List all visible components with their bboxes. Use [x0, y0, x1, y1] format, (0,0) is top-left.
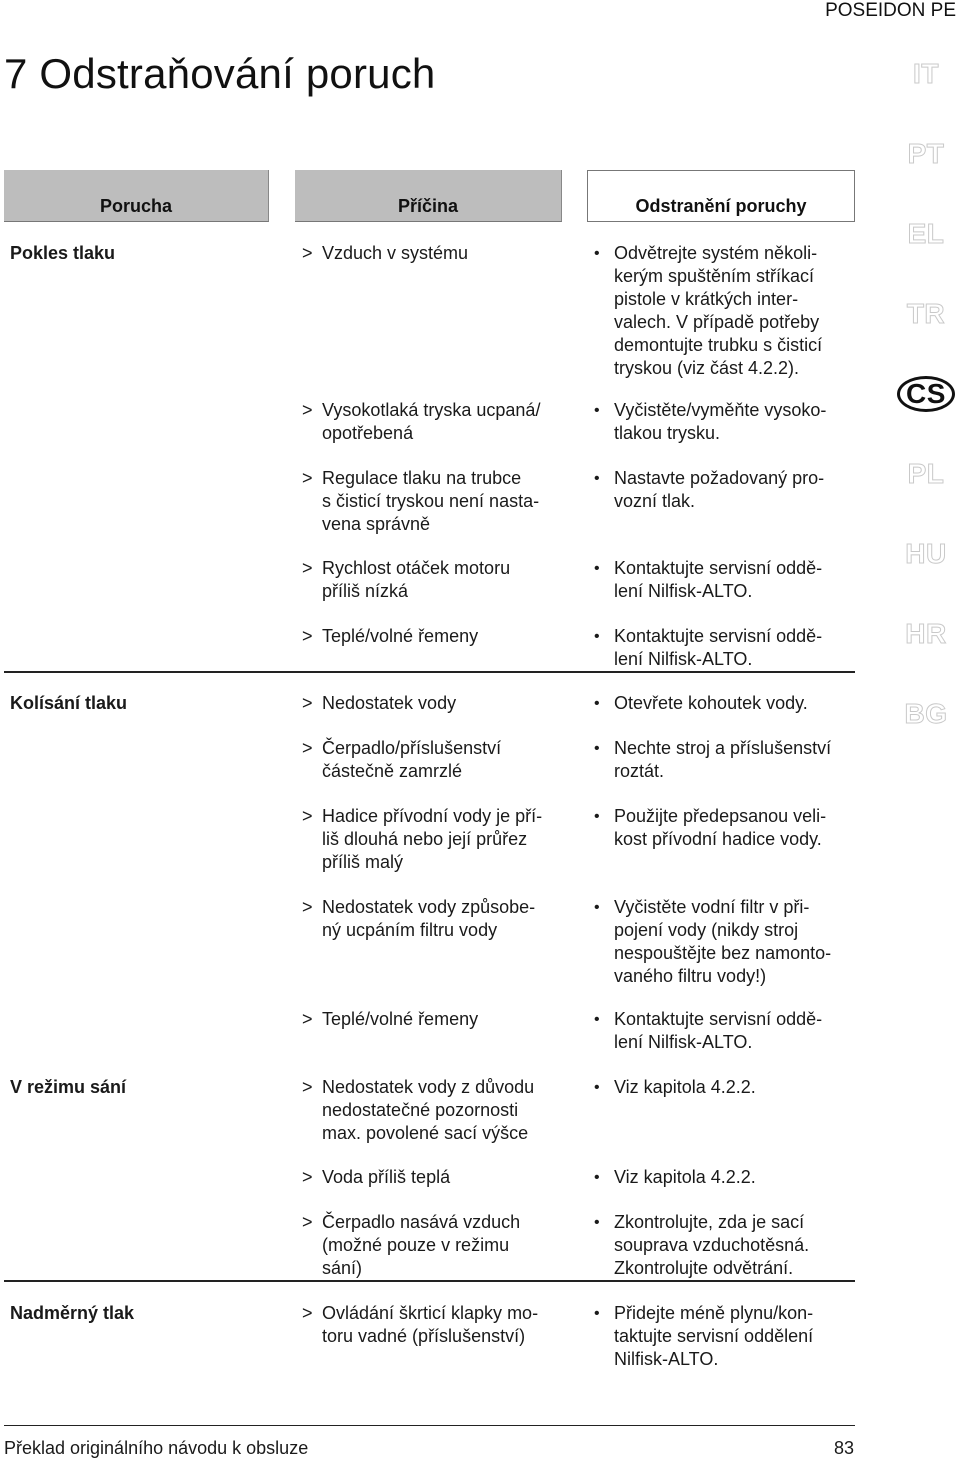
- language-tab-tr[interactable]: [890, 298, 960, 330]
- language-tab-pl[interactable]: [890, 458, 960, 490]
- language-tab-label: TR: [906, 298, 946, 329]
- cause-item: [302, 1166, 450, 1189]
- remedy-text-line: Zkontrolujte odvětrání.: [614, 1258, 794, 1278]
- remedy-text-line: Kontaktujte servisní oddě-: [614, 626, 823, 646]
- remedy-text-line: souprava vzduchotěsná.: [614, 1235, 810, 1255]
- bullet-icon: •: [594, 899, 600, 916]
- cause-item: [302, 1211, 520, 1280]
- remedy-text-line: Vyčistěte/vyměňte vysoko-: [614, 400, 827, 420]
- cause-text-line: Nedostatek vody: [322, 693, 457, 713]
- remedy-text-line: Zkontrolujte, zda je sací: [614, 1212, 805, 1232]
- remedy-item: [594, 625, 822, 671]
- cause-marker: >: [302, 738, 313, 758]
- language-tab-hu[interactable]: [890, 538, 960, 570]
- remedy-text-line: pistole v krátkých inter-: [614, 289, 799, 309]
- cause-marker: >: [302, 243, 313, 263]
- cause-marker: >: [302, 806, 313, 826]
- remedy-text-line: Vyčistěte vodní filtr v při-: [614, 897, 810, 917]
- remedy-text-line: tlakou trysku.: [614, 423, 721, 443]
- remedy-text-line: tryskou (viz část 4.2.2).: [614, 358, 800, 378]
- fault-category: Nadměrný tlak: [10, 1303, 135, 1323]
- cause-text-line: Vysokotlaká tryska ucpaná/: [322, 400, 541, 420]
- cause-text-line: částečně zamrzlé: [322, 761, 463, 781]
- remedy-item: [594, 242, 822, 380]
- bullet-icon: •: [594, 1011, 600, 1028]
- footer-text: Překlad originálního návodu k obsluze: [4, 1438, 309, 1458]
- cause-text-line: příliš malý: [322, 852, 404, 872]
- language-tab-label: PT: [907, 138, 945, 169]
- language-tab-label: PL: [907, 458, 945, 489]
- remedy-text-line: vaného filtru vody!): [614, 966, 767, 986]
- cause-text-line: ný ucpáním filtru vody: [322, 920, 498, 940]
- bullet-icon: •: [594, 695, 600, 712]
- bullet-icon: •: [594, 628, 600, 645]
- cause-marker: >: [302, 897, 313, 917]
- cause-text-line: sání): [322, 1258, 363, 1278]
- remedy-text-line: kerým spuštěním stříkací: [614, 266, 815, 286]
- remedy-item: [594, 692, 808, 715]
- section-divider: [4, 1280, 855, 1282]
- remedy-item: [594, 896, 831, 988]
- brand-label: POSEIDON PE: [825, 0, 956, 21]
- bullet-icon: •: [594, 470, 600, 487]
- remedy-text-line: vozní tlak.: [614, 491, 696, 511]
- cause-text-line: vena správně: [322, 514, 431, 534]
- remedy-item: [594, 399, 826, 445]
- remedy-text-line: pojení vody (nikdy stroj: [614, 920, 799, 940]
- cause-text-line: opotřebená: [322, 423, 414, 443]
- remedy-item: [594, 805, 826, 851]
- bullet-icon: •: [594, 1305, 600, 1322]
- cause-item: [302, 737, 501, 783]
- remedy-item: [594, 1076, 756, 1099]
- cause-text-line: liš dlouhá nebo její průřez: [322, 829, 528, 849]
- remedy-text-line: lení Nilfisk-ALTO.: [614, 649, 753, 669]
- remedy-text-line: Nastavte požadovaný pro-: [614, 468, 825, 488]
- cause-marker: >: [302, 1303, 313, 1323]
- cause-text-line: nedostatečné pozornosti: [322, 1100, 519, 1120]
- language-tab-pt[interactable]: [890, 138, 960, 170]
- cause-marker: >: [302, 626, 313, 646]
- cause-marker: >: [302, 558, 313, 578]
- bullet-icon: •: [594, 1079, 600, 1096]
- cause-marker: >: [302, 400, 313, 420]
- remedy-text-line: lení Nilfisk-ALTO.: [614, 1032, 753, 1052]
- language-tab-it[interactable]: [890, 58, 960, 90]
- remedy-text-line: lení Nilfisk-ALTO.: [614, 581, 753, 601]
- remedy-item: [594, 1211, 809, 1280]
- remedy-item: [594, 1302, 813, 1371]
- cause-marker: >: [302, 1212, 313, 1232]
- language-tab-label: BG: [904, 698, 948, 729]
- language-tab-cs[interactable]: [890, 376, 960, 412]
- cause-item: [302, 625, 478, 648]
- cause-marker: >: [302, 1077, 313, 1097]
- language-tab-label: EL: [907, 218, 945, 249]
- cause-text-line: s čisticí tryskou není nasta-: [322, 491, 540, 511]
- language-tab-bg[interactable]: [890, 698, 960, 730]
- cause-text-line: (možné pouze v režimu: [322, 1235, 510, 1255]
- remedy-text-line: Odvětrejte systém několi-: [614, 243, 818, 263]
- fault-category: Pokles tlaku: [10, 243, 116, 263]
- cause-item: [302, 467, 539, 536]
- remedy-text-line: valech. V případě potřeby: [614, 312, 820, 332]
- bullet-icon: •: [594, 1169, 600, 1186]
- cause-item: [302, 557, 510, 603]
- cause-text-line: toru vadné (příslušenství): [322, 1326, 526, 1346]
- cause-item: [302, 805, 542, 874]
- language-tab-label: CS: [897, 376, 955, 412]
- cause-item: [302, 1302, 538, 1348]
- cause-text-line: Regulace tlaku na trubce: [322, 468, 522, 488]
- cause-text-line: Vzduch v systému: [322, 243, 469, 263]
- bullet-icon: •: [594, 245, 600, 262]
- language-tab-label: IT: [913, 58, 939, 89]
- remedy-text-line: taktujte servisní oddělení: [614, 1326, 814, 1346]
- cause-text-line: Teplé/volné řemeny: [322, 626, 479, 646]
- cause-marker: >: [302, 468, 313, 488]
- remedy-text-line: Viz kapitola 4.2.2.: [614, 1167, 756, 1187]
- cause-item: [302, 1008, 478, 1031]
- bullet-icon: •: [594, 402, 600, 419]
- cause-text-line: Voda příliš teplá: [322, 1167, 451, 1187]
- cause-marker: >: [302, 1167, 313, 1187]
- remedy-text-line: Kontaktujte servisní oddě-: [614, 1009, 823, 1029]
- language-tab-label: HR: [905, 618, 947, 649]
- fault-category: Kolísání tlaku: [10, 693, 128, 713]
- table-header-fault-label: Porucha: [99, 196, 173, 216]
- remedy-item: [594, 557, 822, 603]
- remedy-text-line: Přidejte méně plynu/kon-: [614, 1303, 814, 1323]
- language-tab-hr[interactable]: [890, 618, 960, 650]
- page-number: 83: [834, 1438, 855, 1458]
- cause-text-line: Hadice přívodní vody je pří-: [322, 806, 543, 826]
- bullet-icon: •: [594, 808, 600, 825]
- cause-item: [302, 399, 540, 445]
- remedy-item: [594, 737, 831, 783]
- table-header-fault: [4, 170, 269, 222]
- language-tab-label: HU: [905, 538, 947, 569]
- cause-text-line: příliš nízká: [322, 581, 409, 601]
- remedy-text-line: Nechte stroj a příslušenství: [614, 738, 832, 758]
- cause-text-line: Čerpadlo/příslušenství: [322, 738, 502, 758]
- cause-marker: >: [302, 693, 313, 713]
- cause-marker: >: [302, 1009, 313, 1029]
- remedy-item: [594, 467, 824, 513]
- bullet-icon: •: [594, 740, 600, 757]
- cause-item: [302, 692, 456, 715]
- table-header-cause: [295, 170, 562, 222]
- cause-text-line: Rychlost otáček motoru: [322, 558, 511, 578]
- cause-text-line: Čerpadlo nasává vzduch: [322, 1212, 521, 1232]
- footer-rule: [4, 1425, 855, 1426]
- fault-category: V režimu sání: [10, 1077, 127, 1097]
- remedy-text-line: demontujte trubku s čisticí: [614, 335, 823, 355]
- bullet-icon: •: [594, 560, 600, 577]
- cause-text-line: Teplé/volné řemeny: [322, 1009, 479, 1029]
- remedy-text-line: Nilfisk-ALTO.: [614, 1349, 719, 1369]
- remedy-text-line: Viz kapitola 4.2.2.: [614, 1077, 756, 1097]
- cause-text-line: max. povolené sací výšce: [322, 1123, 529, 1143]
- cause-text-line: Nedostatek vody z důvodu: [322, 1077, 535, 1097]
- language-tab-el[interactable]: [890, 218, 960, 250]
- remedy-text-line: nespouštějte bez namonto-: [614, 943, 832, 963]
- cause-item: [302, 242, 468, 265]
- remedy-text-line: roztát.: [614, 761, 665, 781]
- cause-text-line: Ovládání škrticí klapky mo-: [322, 1303, 539, 1323]
- remedy-item: [594, 1008, 822, 1054]
- remedy-text-line: Otevřete kohoutek vody.: [614, 693, 808, 713]
- remedy-text-line: Použijte předepsanou veli-: [614, 806, 827, 826]
- table-header-remedy-label: Odstranění poruchy: [635, 196, 807, 216]
- table-header-remedy: [587, 170, 855, 222]
- section-divider: [4, 671, 855, 673]
- page-title: 7 Odstraňování poruch: [4, 50, 436, 97]
- remedy-text-line: Kontaktujte servisní oddě-: [614, 558, 823, 578]
- remedy-text-line: kost přívodní hadice vody.: [614, 829, 822, 849]
- bullet-icon: •: [594, 1214, 600, 1231]
- cause-text-line: Nedostatek vody způsobe-: [322, 897, 536, 917]
- cause-item: [302, 896, 535, 942]
- cause-item: [302, 1076, 534, 1145]
- table-header-cause-label: Příčina: [397, 196, 459, 216]
- remedy-item: [594, 1166, 756, 1189]
